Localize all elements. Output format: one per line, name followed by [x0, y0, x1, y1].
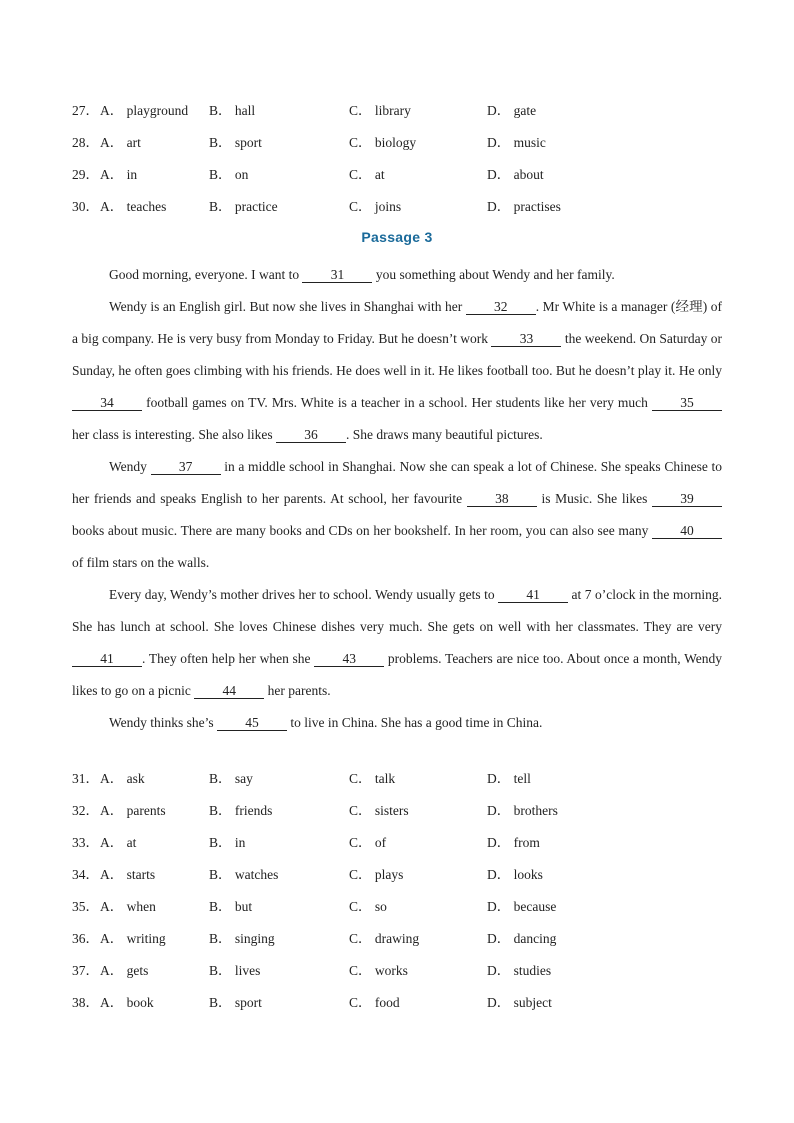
option-c: C． plays [349, 867, 404, 882]
question-number: 31． [72, 771, 99, 786]
option-b: B． sport [209, 995, 262, 1010]
question-row-32 [72, 801, 752, 833]
blank-44[interactable]: 44 [194, 683, 264, 699]
blank-41[interactable]: 41 [498, 587, 568, 603]
question-number: 32． [72, 803, 99, 818]
option-d: D． music [487, 135, 546, 150]
option-a: A． when [100, 899, 156, 914]
question-number: 28． [72, 135, 99, 150]
option-d: D． because [487, 899, 557, 914]
option-d: D． brothers [487, 803, 558, 818]
option-c: C． joins [349, 199, 402, 214]
question-row-36 [72, 929, 752, 961]
question-row-33 [72, 833, 752, 865]
text: Good morning, everyone. I want to [109, 267, 303, 282]
option-a: A． starts [100, 867, 156, 882]
option-d: D． gate [487, 103, 537, 118]
option-c: C． talk [349, 771, 396, 786]
option-c: C． library [349, 103, 411, 118]
option-a: A． ask [100, 771, 145, 786]
option-b: B． practice [209, 199, 278, 214]
text: is Music. She likes [536, 491, 652, 506]
blank-36[interactable]: 36 [276, 427, 346, 443]
text: books about music. There are many books and CDs on her bookshelf. In her room, you can also see many [72, 523, 652, 538]
option-a: A． at [100, 835, 137, 850]
text: you something about Wendy and her family. [372, 267, 615, 282]
question-number: 30． [72, 199, 99, 214]
option-a: A． in [100, 167, 138, 182]
text: . Mr White is a manager (经理) of a big company. He is very busy from Monday to Friday. But he doesn’t work [72, 299, 722, 346]
options-group-bottom [72, 769, 752, 1025]
option-c: C． food [349, 995, 400, 1010]
option-d: D． tell [487, 771, 531, 786]
question-number: 37． [72, 963, 99, 978]
question-row-38 [72, 993, 752, 1025]
blank-40[interactable]: 40 [652, 523, 722, 539]
blank-34[interactable]: 34 [72, 395, 142, 411]
options-group-top [72, 101, 752, 229]
paragraph-5 [72, 707, 722, 739]
blank-32[interactable]: 32 [466, 299, 536, 315]
option-a: A． playground [100, 103, 189, 118]
question-number: 36． [72, 931, 99, 946]
text: in a middle school in Shanghai. Now she can speak a lot of Chinese. She speaks Chinese to her friends and speaks English to her parents. At school, her favourite [72, 459, 722, 506]
option-b: B． watches [209, 867, 279, 882]
text: of film stars on the walls. [72, 555, 210, 570]
option-b: B． lives [209, 963, 261, 978]
option-b: B． in [209, 835, 246, 850]
option-b: B． on [209, 167, 249, 182]
option-a: A． writing [100, 931, 166, 946]
text: to live in China. She has a good time in China. [287, 715, 543, 730]
option-a: A． gets [100, 963, 149, 978]
question-number: 27． [72, 103, 99, 118]
option-c: C． biology [349, 135, 417, 150]
option-d: D． looks [487, 867, 543, 882]
option-a: A． book [100, 995, 154, 1010]
text: at 7 o’clock in the morning. She has lunch at school. She loves Chinese dishes very much. She gets on well with her classmates. They are very [72, 587, 722, 634]
question-row-37 [72, 961, 752, 993]
text: her class is interesting. She also likes [72, 427, 276, 442]
paragraph-4 [72, 579, 722, 707]
option-d: D． subject [487, 995, 552, 1010]
blank-33[interactable]: 33 [491, 331, 561, 347]
option-c: C． sisters [349, 803, 409, 818]
paragraph-3 [72, 451, 722, 579]
question-row-27 [72, 101, 752, 133]
passage-body [72, 259, 722, 739]
option-c: C． drawing [349, 931, 420, 946]
paragraph-2 [72, 291, 722, 451]
blank-45[interactable]: 45 [217, 715, 287, 731]
blank-39[interactable]: 39 [652, 491, 722, 507]
question-row-30 [72, 197, 752, 229]
option-d: D． practises [487, 199, 561, 214]
text: . She draws many beautiful pictures. [345, 427, 543, 442]
option-b: B． say [209, 771, 253, 786]
text: football games on TV. Mrs. White is a teacher in a school. Her students like her very much [142, 395, 652, 410]
text: her parents. [264, 683, 331, 698]
question-number: 29． [72, 167, 99, 182]
option-d: D． dancing [487, 931, 557, 946]
option-c: C． at [349, 167, 385, 182]
text: problems. Teachers are nice too. About once a month, Wendy likes to go on a picnic [72, 651, 722, 698]
option-c: C． so [349, 899, 387, 914]
text: Wendy is an English girl. But now she lives in Shanghai with her [109, 299, 466, 314]
text: Wendy [109, 459, 151, 474]
option-c: C． works [349, 963, 408, 978]
blank-37[interactable]: 37 [151, 459, 221, 475]
option-b: B． hall [209, 103, 256, 118]
text: the weekend. On Saturday or Sunday, he often goes climbing with his friends. He does well in it. He likes football too. But he doesn’t play it. He only [72, 331, 723, 378]
blank-43[interactable]: 43 [314, 651, 384, 667]
question-row-35 [72, 897, 752, 929]
option-a: A． art [100, 135, 141, 150]
option-d: D． from [487, 835, 540, 850]
question-number: 33． [72, 835, 99, 850]
question-number: 34． [72, 867, 99, 882]
option-d: D． studies [487, 963, 552, 978]
question-row-31 [72, 769, 752, 801]
text: . They often help her when she [142, 651, 315, 666]
option-d: D． about [487, 167, 544, 182]
option-b: B． friends [209, 803, 273, 818]
question-number: 38． [72, 995, 99, 1010]
question-row-28 [72, 133, 752, 165]
question-row-29 [72, 165, 752, 197]
text: Every day, Wendy’s mother drives her to school. Wendy usually gets to [109, 587, 499, 602]
blank-35[interactable]: 35 [652, 395, 722, 411]
passage-title: Passage 3 [361, 229, 433, 245]
question-row-34 [72, 865, 752, 897]
option-a: A． teaches [100, 199, 167, 214]
option-a: A． parents [100, 803, 166, 818]
text: Wendy thinks she’s [109, 715, 218, 730]
option-b: B． but [209, 899, 253, 914]
option-b: B． sport [209, 135, 262, 150]
paragraph-1 [72, 259, 722, 291]
blank-31[interactable]: 31 [302, 267, 372, 283]
blank-42[interactable]: 41 [72, 651, 142, 667]
blank-38[interactable]: 38 [467, 491, 537, 507]
question-number: 35． [72, 899, 99, 914]
option-c: C． of [349, 835, 387, 850]
option-b: B． singing [209, 931, 275, 946]
